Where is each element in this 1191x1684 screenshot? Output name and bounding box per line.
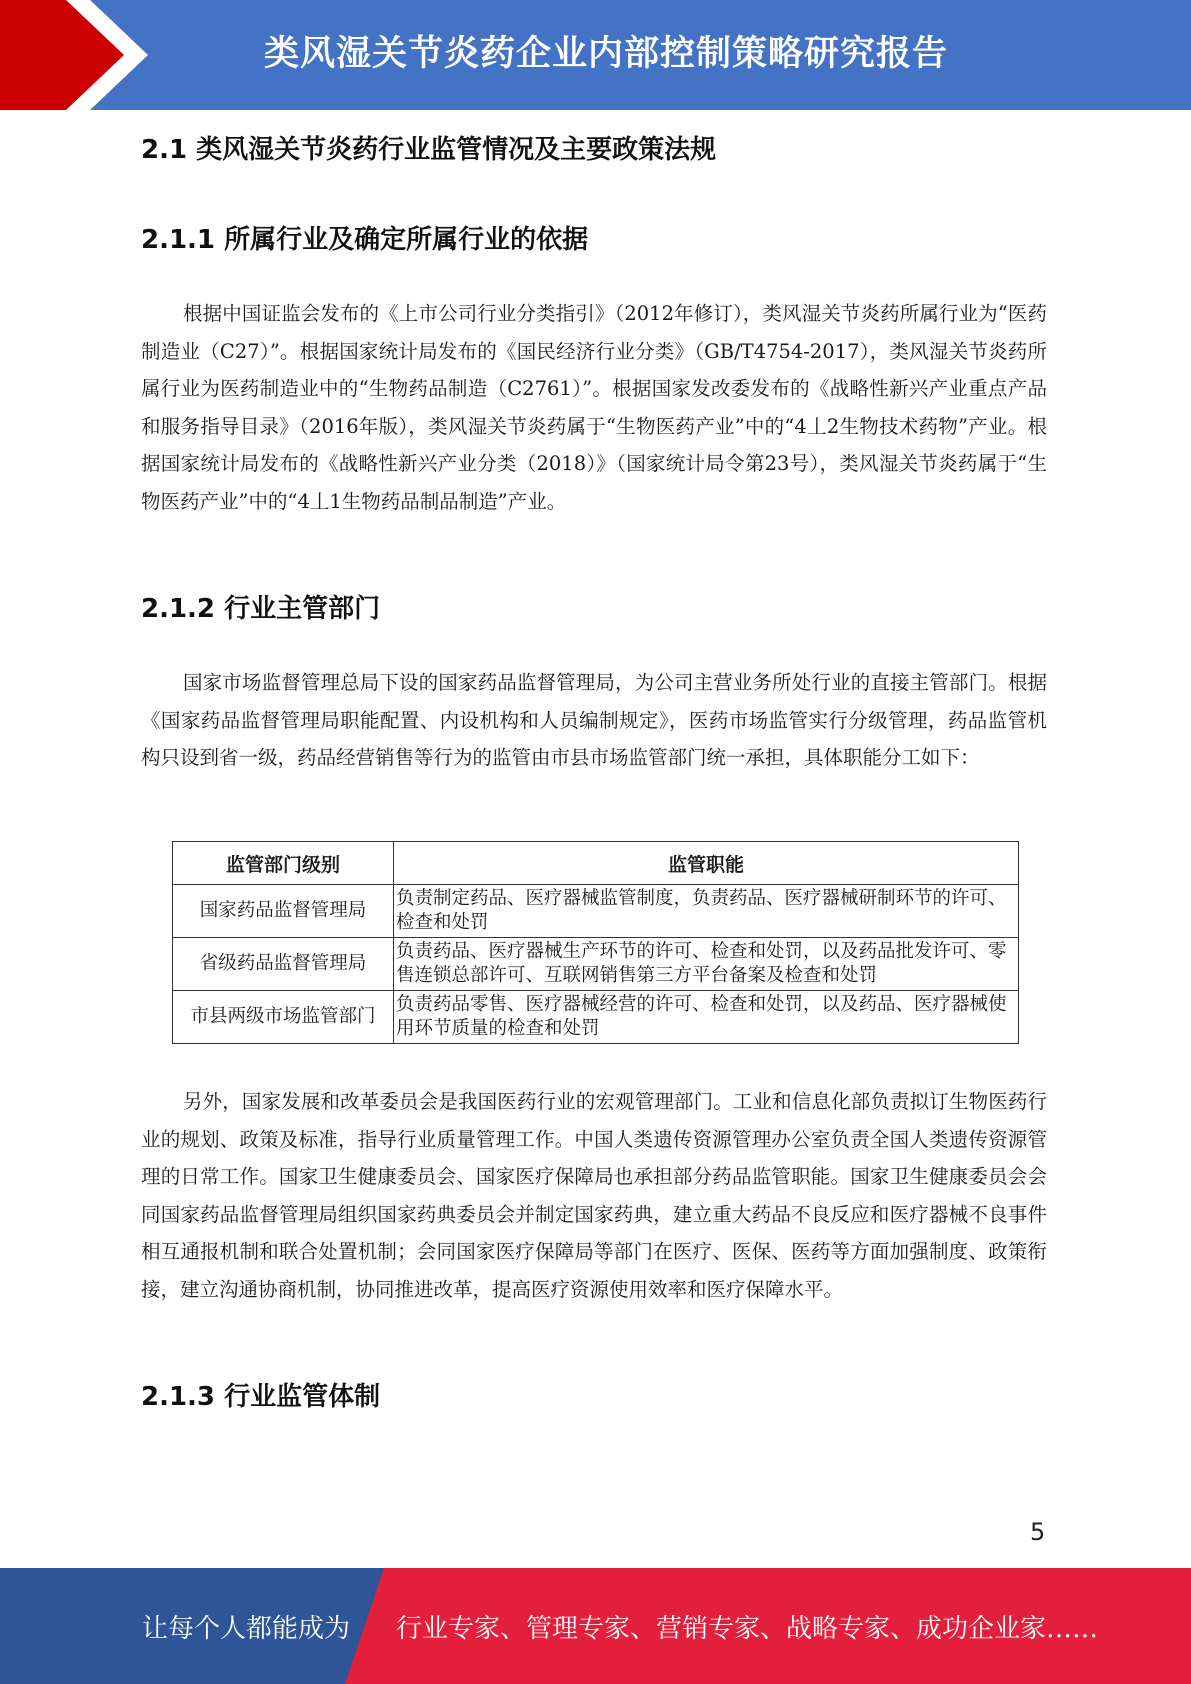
table-cell-level: 国家药品监督管理局	[173, 885, 394, 938]
table-cell-duty: 负责药品、医疗器械生产环节的许可、检查和处罚，以及药品批发许可、零售连锁总部许可、互联网销售第三方平台备案及检查和处罚	[394, 938, 1019, 991]
section-heading-2-1-3: 2.1.3 行业监管体制	[141, 1382, 381, 1412]
table-row	[173, 991, 1019, 1044]
footer-slogan-right: 行业专家、管理专家、营销专家、战略专家、成功企业家……	[396, 1614, 1099, 1644]
table-header-level: 监管部门级别	[173, 842, 394, 885]
section-heading-2-1-2: 2.1.2 行业主管部门	[141, 594, 381, 624]
footer-slogan-left: 让每个人都能成为	[142, 1614, 351, 1644]
table-cell-duty: 负责制定药品、医疗器械监管制度，负责药品、医疗器械研制环节的许可、检查和处罚	[394, 885, 1019, 938]
section-heading-2-1: 2.1 类风湿关节炎药行业监管情况及主要政策法规	[141, 135, 717, 165]
page-number: 5	[1030, 1518, 1046, 1546]
table-header-row	[173, 842, 1019, 885]
table-header-duty: 监管职能	[394, 842, 1019, 885]
section-heading-2-1-1: 2.1.1 所属行业及确定所属行业的依据	[141, 225, 589, 255]
industry-classification-paragraph: 根据中国证监会发布的《上市公司行业分类指引》（2012年修订），类风湿关节炎药所属行业为“医药制造业（C27）”。根据国家统计局发布的《国民经济行业分类》（GB/T4754-2017），类风湿关节炎药所属行业为医药制造业中的“生物药品制造（C2761）”。根据国家发改委发布的《战略性新兴产业重点产品和服务指导目录》（2016年版），类风湿关节炎药属于“生物医药产业”中的“4丄2生物技术药物”产业。根据国家统计局发布的《战略性新兴产业分类（2018）》（国家统计局令第23号），类风湿关节炎药属于“生物医药产业”中的“4丄1生物药品制品制造”产业。	[141, 302, 1047, 513]
regulatory-duties-table	[172, 841, 1019, 1044]
report-title: 类风湿关节炎药企业内部控制策略研究报告	[264, 34, 949, 74]
table-row	[173, 885, 1019, 938]
header-arrow-decoration	[0, 0, 160, 110]
table-cell-level: 省级药品监督管理局	[173, 938, 394, 991]
table-cell-duty: 负责药品零售、医疗器械经营的许可、检查和处罚，以及药品、医疗器械使用环节质量的检查和处罚	[394, 991, 1019, 1044]
table-row	[173, 938, 1019, 991]
regulator-paragraph: 国家市场监督管理总局下设的国家药品监督管理局，为公司主营业务所处行业的直接主管部门。根据《国家药品监督管理局职能配置、内设机构和人员编制规定》，医药市场监管实行分级管理，药品监管机构只设到省一级，药品经营销售等行为的监管由市县市场监管部门统一承担，具体职能分工如下：	[141, 671, 1047, 769]
table-cell-level: 市县两级市场监管部门	[173, 991, 394, 1044]
other-regulators-paragraph: 另外，国家发展和改革委员会是我国医药行业的宏观管理部门。工业和信息化部负责拟订生物医药行业的规划、政策及标准，指导行业质量管理工作。中国人类遗传资源管理办公室负责全国人类遗传资源管理的日常工作。国家卫生健康委员会、国家医疗保障局也承担部分药品监管职能。国家卫生健康委员会会同国家药品监督管理局组织国家药典委员会并制定国家药典，建立重大药品不良反应和医疗器械不良事件相互通报机制和联合处置机制；会同国家医疗保障局等部门在医疗、医保、医药等方面加强制度、政策衔接，建立沟通协商机制，协同推进改革，提高医疗资源使用效率和医疗保障水平。	[141, 1090, 1047, 1301]
